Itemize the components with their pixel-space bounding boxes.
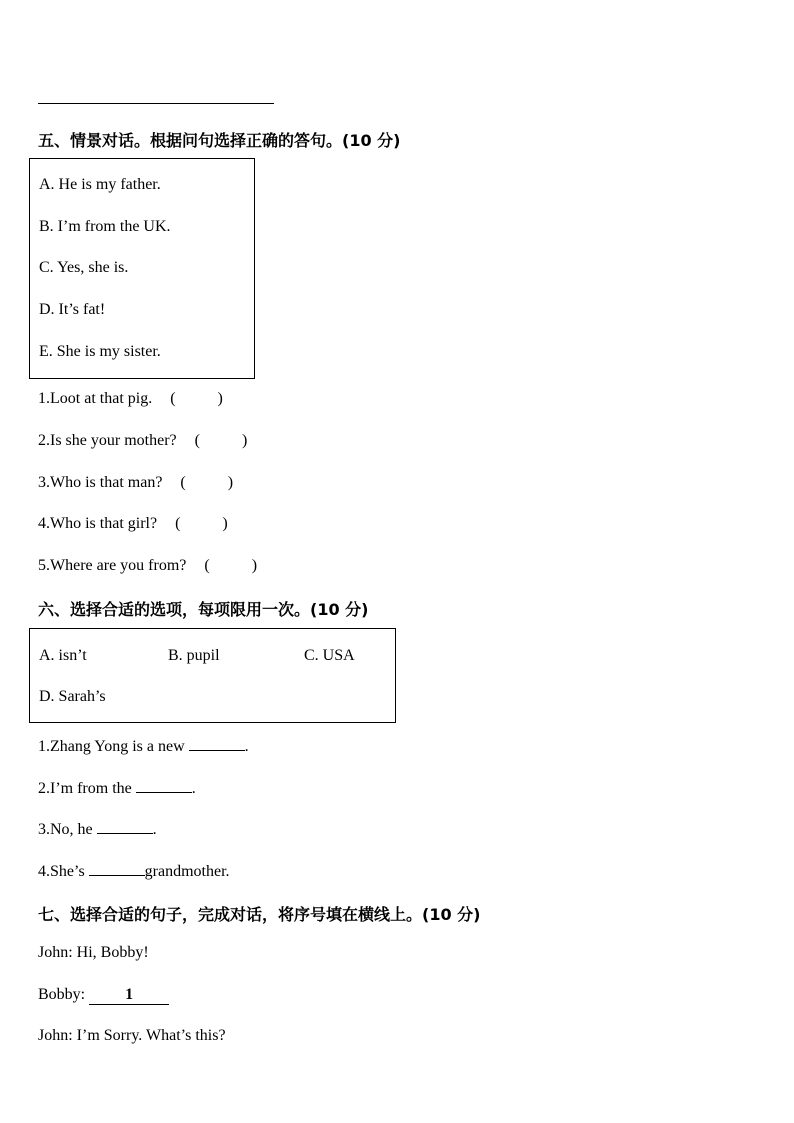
question-text-before: 2.I’m from the bbox=[38, 780, 136, 797]
section-7-heading: 七、选择合适的句子，完成对话，将序号填在横线上。(10 分) bbox=[38, 905, 481, 924]
answer-paren-open: ( bbox=[175, 515, 181, 532]
dialogue-line-john-1: John: Hi, Bobby! bbox=[38, 944, 149, 961]
section-5-heading: 五、情景对话。根据问句选择正确的答句。(10 分) bbox=[38, 131, 401, 150]
question-text-after: . bbox=[191, 780, 196, 797]
answer-paren-open: ( bbox=[194, 432, 200, 449]
answer-blank-1[interactable]: 1 bbox=[89, 986, 169, 1005]
dialogue-line-john-2: John: I’m Sorry. What’s this? bbox=[38, 1027, 226, 1044]
option-e: E. She is my sister. bbox=[39, 343, 161, 360]
fill-blank[interactable] bbox=[89, 861, 145, 876]
option-a: A. He is my father. bbox=[39, 176, 161, 193]
option-d: D. Sarah’s bbox=[39, 688, 106, 705]
question-text-before: 3.No, he bbox=[38, 821, 97, 838]
fill-blank[interactable] bbox=[97, 819, 153, 834]
answer-paren-close: ) bbox=[251, 557, 258, 574]
question-text-after: . bbox=[244, 738, 249, 755]
question-text: 1.Loot at that pig. bbox=[38, 390, 153, 407]
answer-paren-open: ( bbox=[170, 390, 176, 407]
option-d: D. It’s fat! bbox=[39, 301, 106, 318]
speaker-label: Bobby: bbox=[38, 986, 90, 1003]
top-divider-line bbox=[38, 103, 274, 104]
question-6-2 bbox=[38, 778, 196, 798]
option-c: C. USA bbox=[304, 647, 355, 664]
section-6-options-box bbox=[29, 628, 396, 723]
question-text: 2.Is she your mother? bbox=[38, 432, 177, 449]
dialogue-line-bobby bbox=[38, 986, 169, 1005]
question-text-before: 4.She’s bbox=[38, 863, 89, 880]
question-text-after: grandmother. bbox=[144, 863, 230, 880]
answer-paren-close: ) bbox=[241, 432, 248, 449]
question-5-2 bbox=[38, 432, 247, 450]
question-5-4 bbox=[38, 515, 228, 533]
question-6-3 bbox=[38, 819, 157, 839]
question-6-1 bbox=[38, 736, 249, 756]
option-c: C. Yes, she is. bbox=[39, 259, 129, 276]
answer-paren-close: ) bbox=[227, 474, 234, 491]
question-text: 4.Who is that girl? bbox=[38, 515, 158, 532]
question-6-4 bbox=[38, 861, 230, 881]
question-5-5 bbox=[38, 557, 257, 575]
answer-paren-close: ) bbox=[217, 390, 223, 407]
option-b: B. I’m from the UK. bbox=[39, 218, 171, 235]
option-b: B. pupil bbox=[168, 647, 220, 664]
fill-blank[interactable] bbox=[136, 778, 192, 793]
section-6-heading: 六、选择合适的选项，每项限用一次。(10 分) bbox=[38, 600, 369, 619]
option-a: A. isn’t bbox=[39, 647, 87, 664]
question-5-1 bbox=[38, 390, 223, 408]
question-5-3 bbox=[38, 474, 233, 492]
question-text-before: 1.Zhang Yong is a new bbox=[38, 738, 189, 755]
answer-paren-close: ) bbox=[222, 515, 228, 532]
question-text: 5.Where are you from? bbox=[38, 557, 187, 574]
answer-paren-open: ( bbox=[180, 474, 186, 491]
question-text: 3.Who is that man? bbox=[38, 474, 163, 491]
question-text-after: . bbox=[152, 821, 157, 838]
fill-blank[interactable] bbox=[189, 736, 245, 751]
answer-paren-open: ( bbox=[204, 557, 210, 574]
section-5-options-box bbox=[29, 158, 255, 379]
